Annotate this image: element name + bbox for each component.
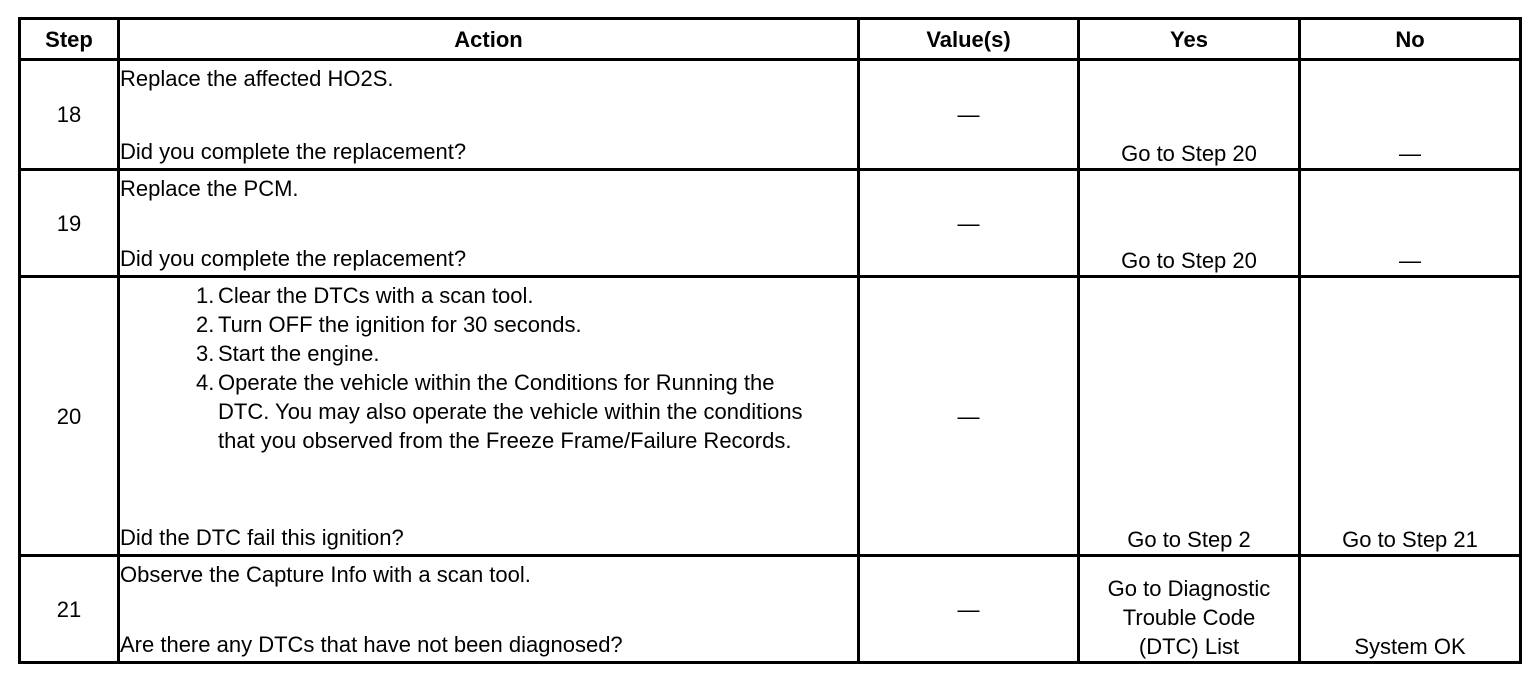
diagnostic-table xyxy=(18,17,1522,664)
header-step: Step xyxy=(20,19,119,60)
substep-text: Clear the DTCs with a scan tool. xyxy=(218,283,534,308)
value-cell: — xyxy=(859,60,1079,170)
yes-cell: Go to Diagnostic Trouble Code (DTC) List xyxy=(1079,556,1300,663)
substep-number: 1. xyxy=(196,283,215,308)
step-number: 19 xyxy=(20,170,119,277)
table-row xyxy=(20,60,1521,170)
header-values: Value(s) xyxy=(859,19,1079,60)
step-number: 20 xyxy=(20,277,119,556)
action-cell xyxy=(119,60,859,170)
no-cell: — xyxy=(1300,60,1521,170)
action-text: Replace the PCM. xyxy=(120,176,299,201)
action-question: Did you complete the replacement? xyxy=(120,246,467,271)
substep-list xyxy=(120,281,818,455)
action-text: Observe the Capture Info with a scan tool. xyxy=(120,562,531,587)
substep-number: 4. xyxy=(196,370,215,395)
step-number: 21 xyxy=(20,556,119,663)
list-item xyxy=(120,281,818,310)
table-row xyxy=(20,556,1521,663)
substep-text: Operate the vehicle within the Conditions for Running the DTC. You may also operate the vehicle within the conditions that you observed from the Freeze Frame/Failure Records. xyxy=(218,370,803,453)
substep-number: 3. xyxy=(196,341,215,366)
substep-text: Start the engine. xyxy=(218,341,380,366)
action-text: Replace the affected HO2S. xyxy=(120,66,394,91)
value-cell: — xyxy=(859,277,1079,556)
yes-cell: Go to Step 20 xyxy=(1079,60,1300,170)
step-number: 18 xyxy=(20,60,119,170)
list-item xyxy=(120,368,818,455)
no-cell: System OK xyxy=(1300,556,1521,663)
header-action: Action xyxy=(119,19,859,60)
header-no: No xyxy=(1300,19,1521,60)
table-row xyxy=(20,277,1521,556)
list-item xyxy=(120,339,818,368)
yes-cell: Go to Step 20 xyxy=(1079,170,1300,277)
header-yes: Yes xyxy=(1079,19,1300,60)
action-question: Did you complete the replacement? xyxy=(120,139,467,164)
table-header-row xyxy=(20,19,1521,60)
yes-cell: Go to Step 2 xyxy=(1079,277,1300,556)
value-cell: — xyxy=(859,556,1079,663)
no-cell: — xyxy=(1300,170,1521,277)
action-cell xyxy=(119,170,859,277)
list-item xyxy=(120,310,818,339)
table-row xyxy=(20,170,1521,277)
action-question: Did the DTC fail this ignition? xyxy=(120,525,404,550)
action-cell xyxy=(119,556,859,663)
action-cell xyxy=(119,277,859,556)
no-cell: Go to Step 21 xyxy=(1300,277,1521,556)
substep-number: 2. xyxy=(196,312,215,337)
action-question: Are there any DTCs that have not been diagnosed? xyxy=(120,632,623,657)
substep-text: Turn OFF the ignition for 30 seconds. xyxy=(218,312,582,337)
value-cell: — xyxy=(859,170,1079,277)
